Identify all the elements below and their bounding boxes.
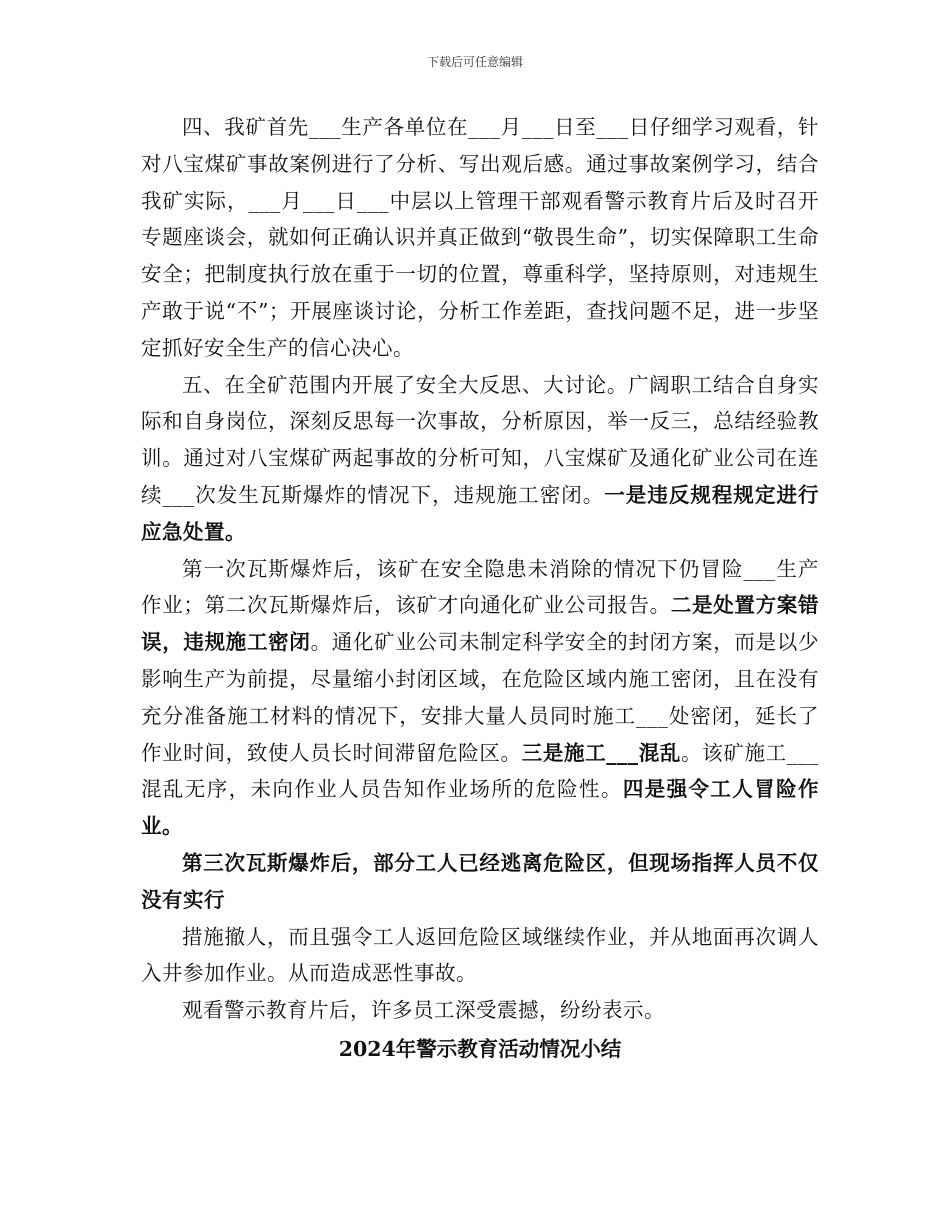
paragraph-five xyxy=(141,367,819,551)
analysis-text-1: 第一次瓦斯爆炸后，该矿在安全隐患未消除的情况下仍冒险___生产作业；第二次瓦斯爆炸后，该矿才向通化矿业公司报告。 xyxy=(141,556,819,618)
paragraph-third-explosion: 第三次瓦斯爆炸后，部分工人已经逃离危险区，但现场指挥人员不仅没有实行 xyxy=(141,850,819,912)
document-body xyxy=(141,109,819,1068)
paragraph-explosion-analysis xyxy=(141,551,819,845)
paragraph-evacuation: 措施撤人，而且强令工人返回危险区域继续作业，并从地面再次调人入井参加作业。从而造成恶性事故。 xyxy=(141,924,819,986)
page-header: 下载后可任意编辑 xyxy=(426,55,523,69)
analysis-text-2: 。通化矿业公司未制定科学安全的封闭方案，而是以少影响生产为前提，尽量缩小封闭区域，在危险区域内施工密闭，且在没有充分准备施工材料的情况下，安排大量人员同时施工___处密闭，延长了作业时间，致使人员长时间滞留危险区。 xyxy=(141,630,820,765)
paragraph-five-bold: 一是违反规程规定进行应急处置。 xyxy=(141,482,820,544)
analysis-bold-2: 三是施工___混乱 xyxy=(521,740,682,765)
analysis-bold-3: 四是强令工人冒险作业。 xyxy=(141,777,820,839)
paragraph-four: 四、我矿首先___生产各单位在___月___日至___日仔细学习观看，针对八宝煤矿事故案例进行了分析、写出观后感。通过事故案例学习，结合我矿实际，___月___日___中层以上管理干部观看警示教育片后及时召开专题座谈会，就如何正确认识并真正做到“敬畏生命”，切实保障职工生命安全；把制度执行放在重于一切的位置，尊重科学，坚持原则，对违规生产敢于说“不”；开展座谈讨论，分析工作差距，查找问题不足，进一步坚定抓好安全生产的信心决心。 xyxy=(141,115,819,360)
paragraph-five-text: 五、在全矿范围内开展了安全大反思、大讨论。广阔职工结合自身实际和自身岗位，深刻反思每一次事故，分析原因，举一反三，总结经验教训。通过对八宝煤矿两起事故的分析可知，八宝煤矿及通化矿业公司在连续___次发生瓦斯爆炸的情况下，违规施工密闭。 xyxy=(141,372,819,507)
analysis-bold-1: 二是处置方案错误，违规施工密闭 xyxy=(141,593,820,655)
paragraph-reaction: 观看警示教育片后，许多员工深受震撼，纷纷表示。 xyxy=(182,998,665,1023)
section-title: 2024年警示教育活动情况小结 xyxy=(338,1036,622,1061)
analysis-text-3: 。该矿施工___混乱无序，未向作业人员告知作业场所的危险性。 xyxy=(141,740,820,802)
